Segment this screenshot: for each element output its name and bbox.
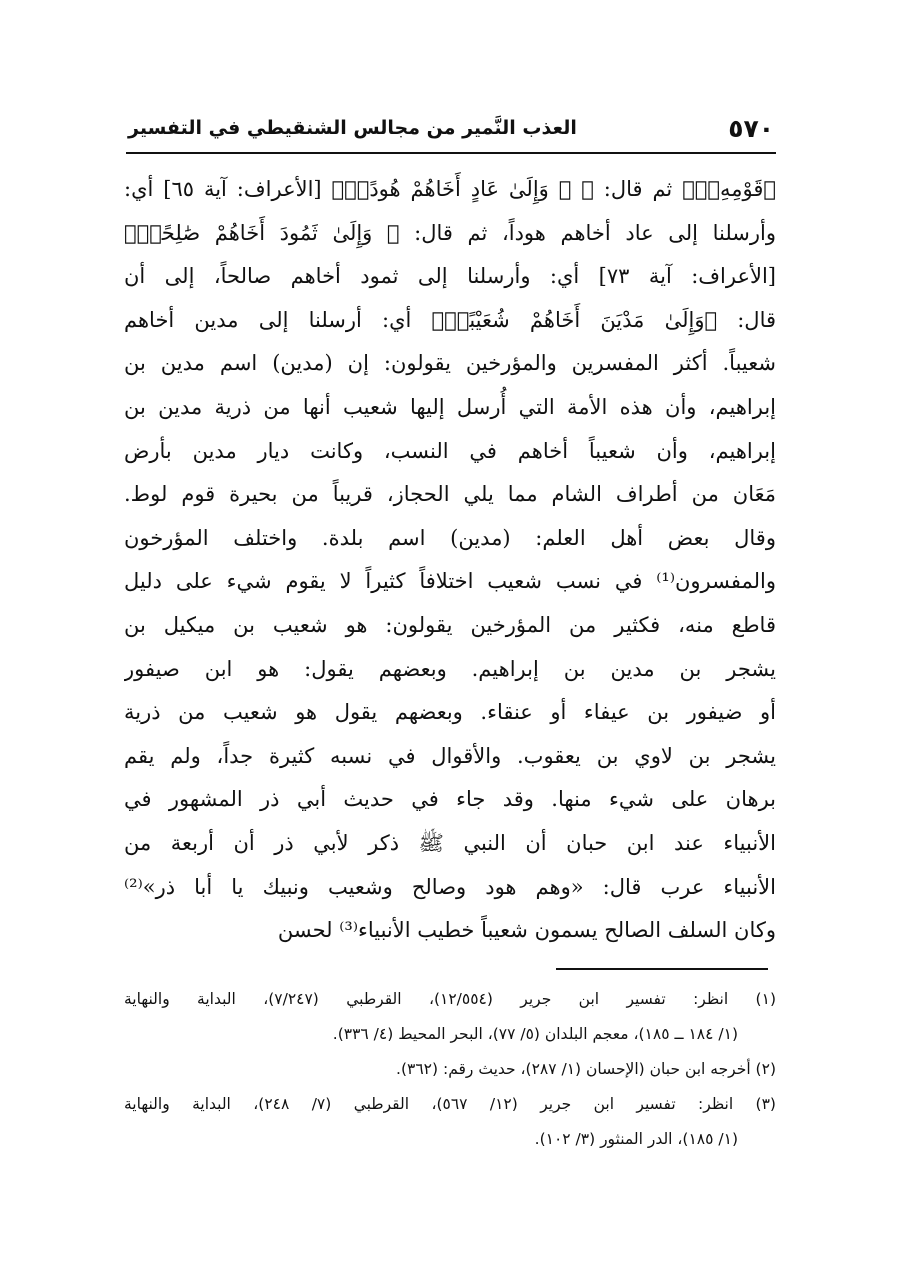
text-line: إبراهيم، وأن هذه الأمة التي أُرسل إليها شعيب أنها من ذرية مدين بن <box>124 394 776 419</box>
text-line: برهان على شيء منها. وقد جاء في حديث أبي ذر المشهور في <box>124 787 776 812</box>
running-header <box>128 108 774 148</box>
text-line: يشجر بن مدين بن إبراهيم. وبعضهم يقول: هو ابن صيفور <box>124 656 776 681</box>
footnote-1-line-1: (١) انظر: تفسير ابن جرير (١٢/٥٥٤)، القرطبي (٧/٢٤٧)، البداية والنهاية <box>124 990 776 1008</box>
footnote-3-line-2: (١/ ١٨٥)، الدر المنثور (٣/ ١٠٢). <box>534 1130 738 1148</box>
body-text <box>124 168 776 953</box>
text-line: يشجر بن لاوي بن يعقوب. والأقوال في نسبه كثيرة جداً، ولم يقم <box>124 743 776 768</box>
text-line: الأنبياء عرب قال: «وهم هود وصالح وشعيب ونبيك يا أبا ذر»⁽²⁾ <box>124 874 776 899</box>
footnote-1-line-2: (١/ ١٨٤ ــ ١٨٥)، معجم البلدان (٥/ ٧٧)، البحر المحيط (٤/ ٣٣٦). <box>332 1025 738 1043</box>
text-line: والمفسرون⁽¹⁾ في نسب شعيب اختلافاً كثيراً لا يقوم شيء على دليل <box>124 569 776 594</box>
footnote-2: (٢) أخرجه ابن حبان (الإحسان (١/ ٢٨٧)، حديث رقم: (٣٦٢). <box>396 1060 776 1078</box>
text-line: شعيباً. أكثر المفسرين والمؤرخين يقولون: إن (مدين) اسم مدين بن <box>124 351 776 376</box>
page-number: ٥٧٠ <box>728 113 774 143</box>
text-line: وكان السلف الصالح يسمون شعيباً خطيب الأنبياء⁽³⁾ لحسن <box>277 918 776 943</box>
header-rule <box>126 152 776 154</box>
footnote-3-line-1: (٣) انظر: تفسير ابن جرير (١٢/ ٥٦٧)، القرطبي (٧/ ٢٤٨)، البداية والنهاية <box>124 1095 776 1113</box>
text-line: وأرسلنا إلى عاد أخاهم هوداً، ثم قال: ﴿ وَإِلَىٰ ثَمُودَ أَخَاهُمْ صَٰلِحًاۗ﴾ <box>124 220 776 245</box>
text-line: قاطع منه، فكثير من المؤرخين يقولون: هو شعيب بن ميكيل بن <box>124 612 776 637</box>
text-line: إبراهيم، وأن شعيباً أخاهم في النسب، وكانت ديار مدين بأرض <box>124 438 776 463</box>
book-title: العذب النَّمير من مجالس الشنقيطي في التفسير <box>128 117 577 139</box>
text-line: مَعَان من أطراف الشام مما يلي الحجاز، قريباً من بحيرة قوم لوط. <box>124 482 776 507</box>
text-line: وقال بعض أهل العلم: (مدين) اسم بلدة. واختلف المؤرخون <box>124 525 776 550</box>
text-line: ﴿قَوْمِهِۦٓ﴾ ثم قال: ﴿ ۞ وَإِلَىٰ عَادٍ أَخَاهُمْ هُودًاۗ﴾ [الأعراف: آية ٦٥] أي: <box>124 177 776 201</box>
footnotes <box>124 982 776 1157</box>
text-line: أو ضيفور بن عيفاء أو عنقاء. وبعضهم يقول هو شعيب من ذرية <box>124 700 776 725</box>
text-line: [الأعراف: آية ٧٣] أي: وأرسلنا إلى ثمود أخاهم صالحاً، إلى أن <box>124 264 776 289</box>
text-line: الأنبياء عند ابن حبان أن النبي ﷺ ذكر لأبي ذر أن أربعة من <box>124 830 776 855</box>
footnote-rule <box>556 968 768 970</box>
text-line: قال: ﴿وَإِلَىٰ مَدْيَنَ أَخَاهُمْ شُعَيْبًاۗ﴾ أي: أرسلنا إلى مدين أخاهم <box>124 307 776 332</box>
